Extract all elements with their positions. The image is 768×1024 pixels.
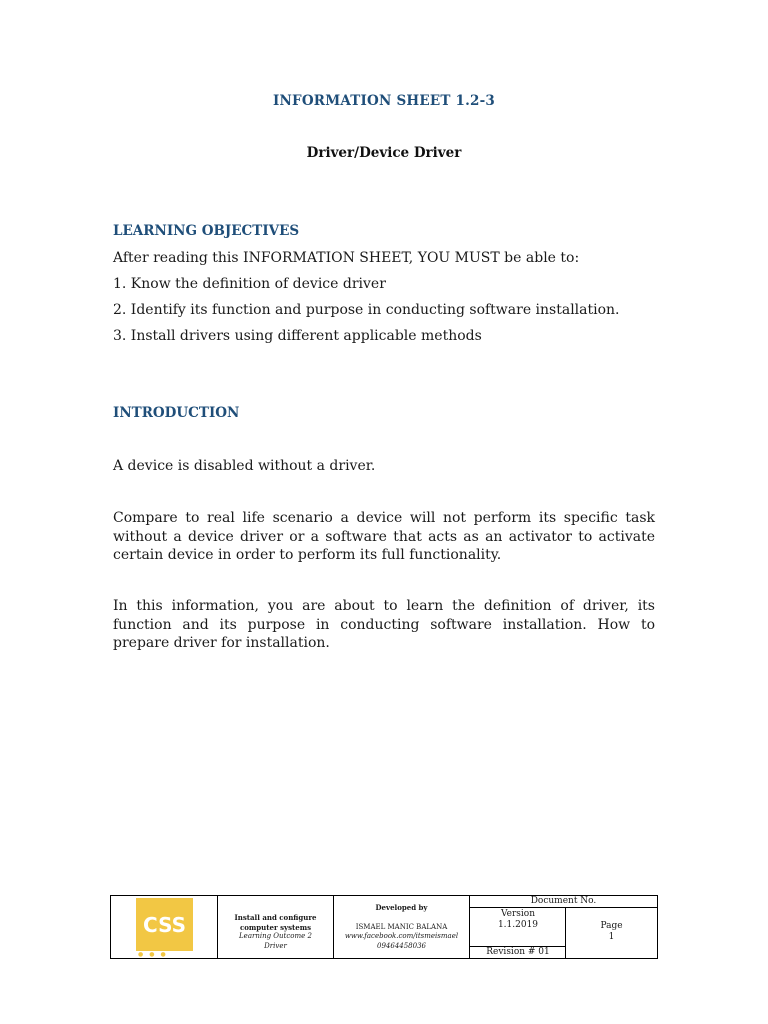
course-title-line: computer systems (239, 922, 312, 932)
document-number-label: Document No. (470, 896, 657, 908)
revision-label: Revision # 01 (470, 946, 566, 958)
page-label: Page (600, 921, 623, 931)
page-title: INFORMATION SHEET 1.2-3 (273, 93, 495, 109)
logo-cell (111, 896, 218, 958)
developer-url: www.facebook.com/itsmeismael (344, 932, 459, 940)
css-logo (136, 898, 193, 951)
logo-text: CSS (143, 912, 186, 937)
intro-paragraph: In this information, you are about to learn the definition of driver, its function and its purpose in conducting software installation. How to prepare driver for installation. (113, 598, 655, 651)
intro-paragraph: A device is disabled without a driver. (113, 458, 376, 474)
objective-item: 3. Install drivers using different applicable methods (113, 328, 482, 344)
version-label: Version (500, 909, 535, 919)
developer-name: ISMAEL MANIC BALANA (355, 922, 448, 931)
objective-item: 2. Identify its function and purpose in conducting software installation. (113, 302, 620, 318)
version-info (470, 909, 566, 931)
objectives-intro: After reading this INFORMATION SHEET, YOU MUST be able to: (113, 250, 580, 266)
page-subtitle: Driver/Device Driver (306, 145, 462, 161)
intro-paragraph: Compare to real life scenario a device will not perform its specific task without a device driver or a software that acts as an activator to activate certain device in order to perform its full functionality. (113, 510, 655, 563)
document-footer-table (110, 895, 658, 959)
course-topic: Driver (264, 941, 287, 950)
course-cell (218, 896, 334, 958)
learning-outcome: Learning Outcome 2 (239, 932, 312, 940)
developer-cell (334, 896, 470, 958)
developed-by-label: Developed by (375, 903, 428, 912)
version-value: 1.1.2019 (497, 920, 539, 930)
objectives-heading: LEARNING OBJECTIVES (113, 223, 300, 239)
page-number: 1 (608, 932, 615, 942)
logo-decoration-icon: ●●● (138, 951, 172, 958)
objective-item: 1. Know the definition of device driver (113, 276, 386, 292)
course-title-line: Install and configure (234, 913, 317, 922)
developer-phone: 09464458036 (377, 941, 426, 950)
introduction-heading: INTRODUCTION (113, 405, 240, 421)
